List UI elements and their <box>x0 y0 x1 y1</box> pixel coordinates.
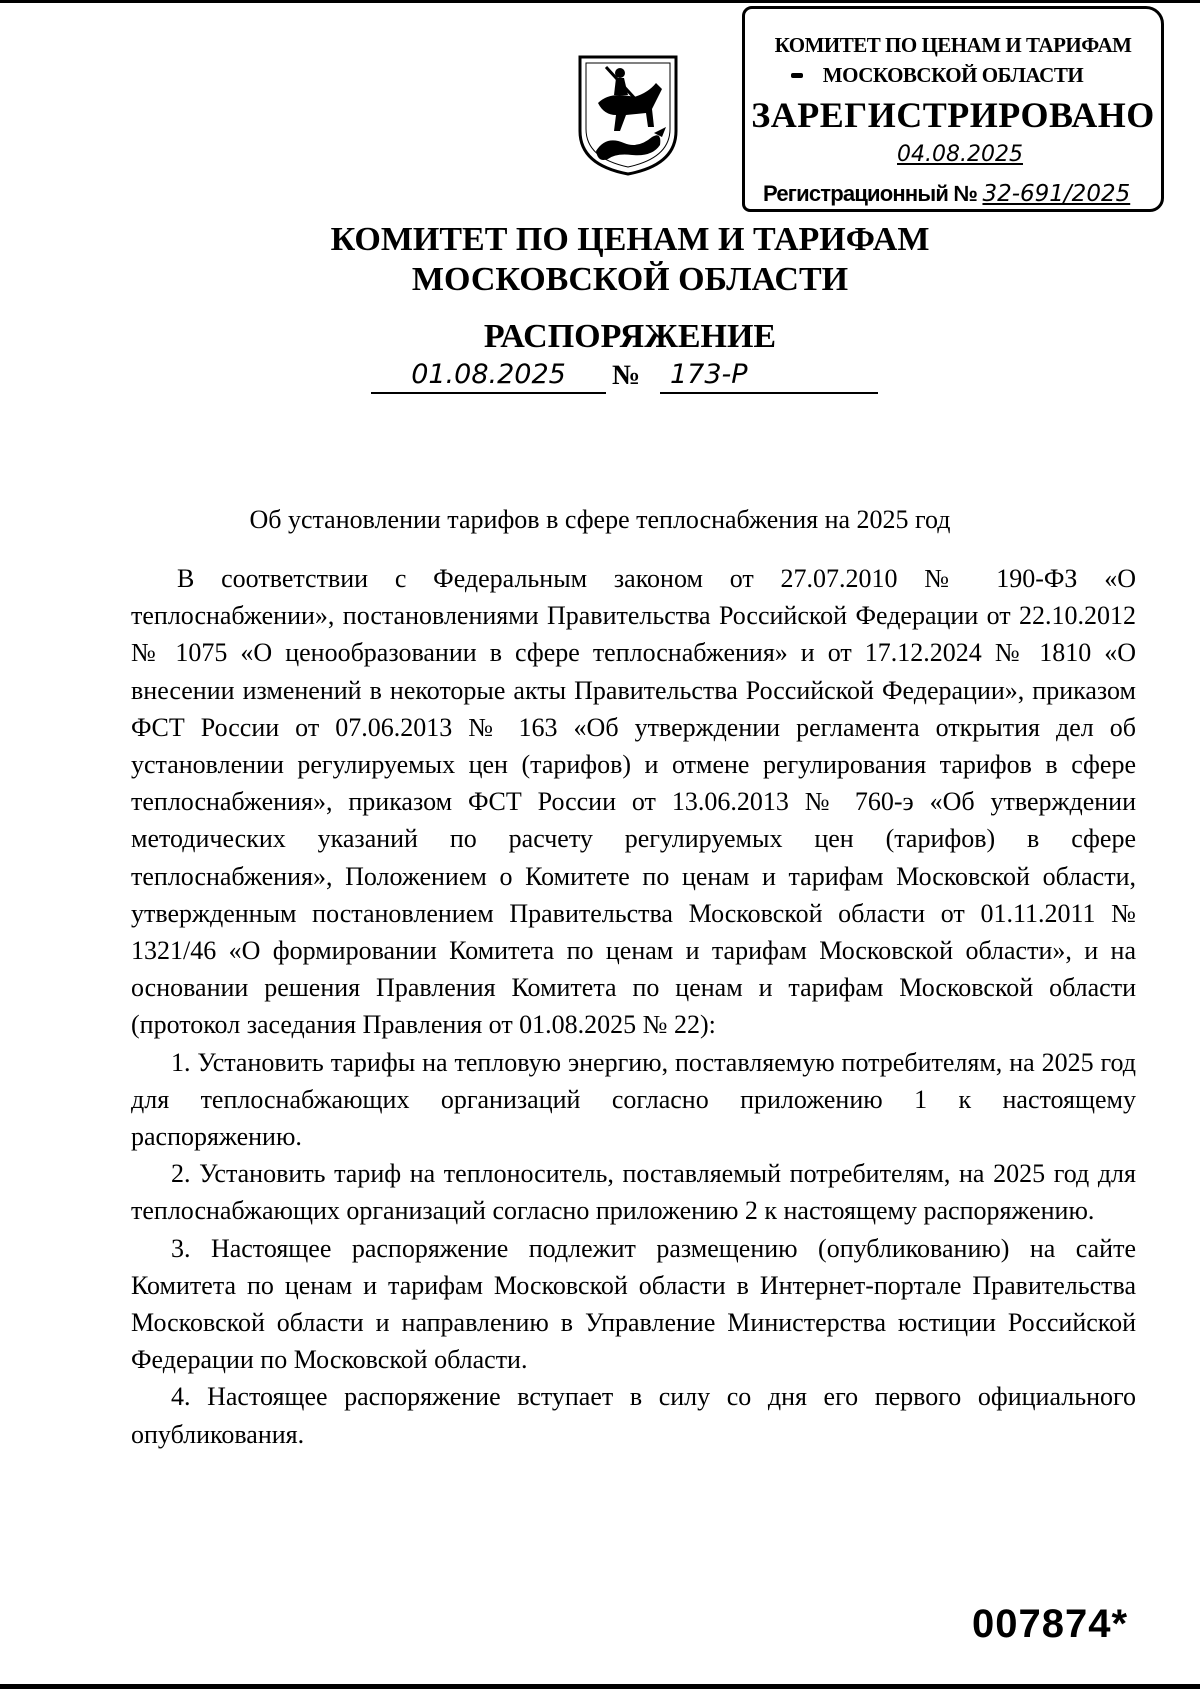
registration-stamp <box>742 6 1164 212</box>
order-number-label: № <box>612 360 641 391</box>
clause-2: 2. Установить тариф на теплоноситель, поставляемый потребителям, на 2025 год для теплоснабжающих организаций согласно приложению 2 к настоящему распоряжению. <box>131 1159 1136 1226</box>
moscow-oblast-coat-of-arms-icon <box>576 53 680 177</box>
document-subject: Об установлении тарифов в сфере теплоснабжения на 2025 год <box>249 505 951 534</box>
preamble-paragraph: В соответствии с Федеральным законом от 27.07.2010 № 190-ФЗ «О теплоснабжении», постановлениями Правительства Российской Федерации от 22.10.2012 № 1075 «О ценообразовании в сфере теплоснабжения» и от 17.12.2024 № 1810 «О внесении изменений в некоторые акты Правительства Российской Федерации», приказом ФСТ России от 07.06.2013 № 163 «Об утверждении регламента открытия дел об установлении регулируемых цен (тарифов) и отмене регулирования тарифов в сфере теплоснабжения», приказом ФСТ России от 13.06.2013 № 760-э «Об утверждении методических указаний по расчету регулируемых цен (тарифов) в сфере теплоснабжения», Положением о Комитете по ценам и тарифам Московской области, утвержденным постановлением Правительства Московской области от 01.11.2011 № 1321/46 «О формировании Комитета по ценам и тарифам Московской области», и на основании решения Правления Комитета по ценам и тарифам Московской области (протокол заседания Правления от 01.08.2025 № 22): <box>131 564 1136 1040</box>
order-number: 173-Р <box>660 358 878 394</box>
scan-bottom-edge <box>0 1684 1200 1689</box>
stamp-reg-number: 32-691/2025 <box>982 181 1131 207</box>
stamp-org-line2: МОСКОВСКОЙ ОБЛАСТИ <box>822 63 1084 87</box>
scan-top-edge <box>0 0 1200 3</box>
stamp-org-line1: КОМИТЕТ ПО ЦЕНАМ И ТАРИФАМ <box>774 33 1132 57</box>
clause-4: 4. Настоящее распоряжение вступает в силу со дня его первого официального опубликования. <box>131 1382 1136 1449</box>
stamp-date: 04.08.2025 <box>897 142 1023 167</box>
document-type: РАСПОРЯЖЕНИЕ <box>483 318 777 355</box>
clause-3: 3. Настоящее распоряжение подлежит размещению (опубликованию) на сайте Комитета по ценам и тарифам Московской области в Интернет-портале Правительства Московской области и направлению в Управление Министерства юстиции Российской Федерации по Московской области. <box>131 1233 1136 1375</box>
document-serial-number: 007874* <box>972 1602 1129 1646</box>
document-body <box>131 560 1136 1453</box>
org-name-line2: МОСКОВСКОЙ ОБЛАСТИ <box>411 261 849 298</box>
stamp-reg-label: Регистрационный № <box>763 181 978 206</box>
order-date: 01.08.2025 <box>371 358 606 394</box>
stamp-status: ЗАРЕГИСТРИРОВАНО <box>751 95 1155 135</box>
stamp-registration-number <box>763 181 1130 207</box>
org-name-line1: КОМИТЕТ ПО ЦЕНАМ И ТАРИФАМ <box>330 221 930 258</box>
clause-1: 1. Установить тарифы на тепловую энергию, поставляемую потребителям, на 2025 год для теплоснабжающих организаций согласно приложению 1 к настоящему распоряжению. <box>131 1047 1136 1152</box>
